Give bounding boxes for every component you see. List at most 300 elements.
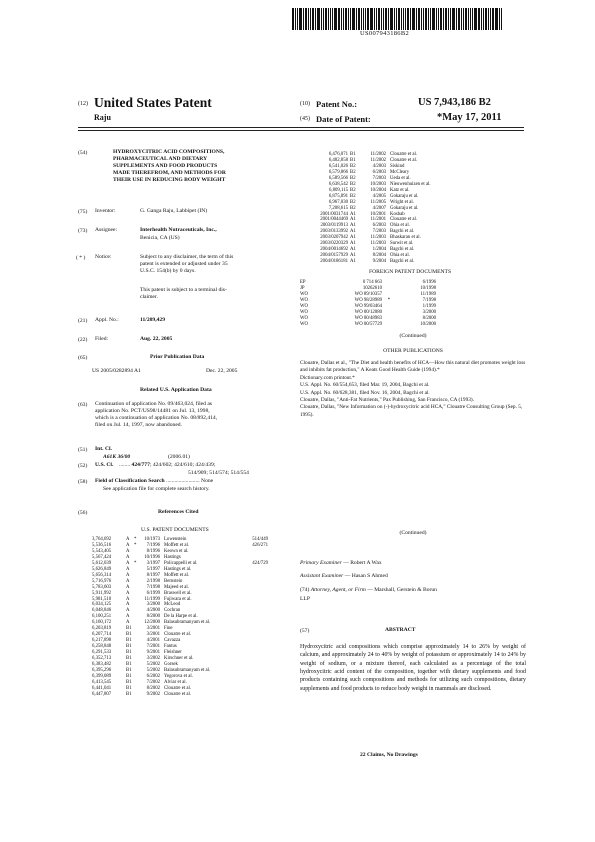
ref-date: 6/2003 [372,223,386,229]
ref-inventor: Majeed et al. [164,584,189,590]
barcode-bar [390,8,393,30]
ref-date: 9/2001 [146,650,160,656]
ref-date: 10/2003 [370,181,386,187]
foreign-country: WO [300,297,308,303]
ref-number: 6,395,296 [92,667,112,673]
barcode-bar [405,8,406,30]
ref-kind: A [126,548,130,554]
ref-inventor: Kosbab [390,211,405,217]
notice-line: patent is extended or adjusted under 35 [140,261,228,268]
notice-code: ( * ) [76,255,86,261]
barcode-bar [356,8,357,30]
ref-inventor: Bagchi et al. [390,229,415,235]
ref-kind: A [126,590,130,596]
ref-inventor: Gokaraju et al. [390,193,419,199]
barcode-bar [501,8,502,30]
inventor-code: (75) [78,209,88,215]
ref-inventor: Fujiwara et al. [164,596,192,602]
barcode-bar [361,8,362,30]
ref-date: 3/2000 [146,602,160,608]
ref-number: 5,612,039 [92,560,112,566]
field-label: Field of Classification Search [95,478,165,484]
ref-kind: A1 [350,247,356,253]
continuation-line: Continuation of application No. 09/463,024, filed as [95,401,212,407]
ref-date: 8/2002 [146,685,160,691]
appl-code: (21) [78,318,88,324]
barcode-bar [352,8,355,30]
barcode-bar [378,8,380,30]
ref-date: 3/2001 [146,626,160,632]
ref-date: 8/1996 [146,548,160,554]
foreign-date: 10/1998 [420,285,436,291]
inventor-name: G. Ganga Raju, Labbipet (IN) [140,208,208,214]
barcode-bar [483,8,484,30]
barcode-bar [458,8,460,30]
prior-title: Prior Publication Data [150,354,205,360]
ref-number: 6,875,891 [328,193,348,199]
ref-date: 7/2001 [146,644,160,650]
foreign-country: WO [300,291,308,297]
ref-date: 11/2001 [370,217,386,223]
barcode-bar [308,8,309,30]
ref-number: 6,809,115 [328,187,348,193]
ref-date: 1/2004 [372,247,386,253]
barcode-bar [403,8,404,30]
related-title: Related U.S. Application Data [140,387,212,393]
us-patent-ref-row [92,692,268,698]
barcode-bar [410,8,411,30]
ref-kind: B2 [350,187,356,193]
ref-number: 6,048,846 [92,608,112,614]
barcode-bar [374,8,375,30]
ref-number: 5,981,510 [92,596,112,602]
ref-class: 424/729 [252,560,268,566]
ref-kind: B1 [126,691,132,697]
invention-title [113,149,226,184]
ref-inventor: Gorsek [164,662,178,668]
ref-inventor: Ueda et al. [390,175,411,181]
ref-kind: A [126,572,130,578]
ref-kind: A [126,566,130,572]
ref-kind: A [126,542,130,548]
notice-line: U.S.C. 154(b) by 0 days. [140,268,196,275]
ref-date: 11/2003 [370,235,386,241]
foreign-date: 6/1996 [422,280,436,285]
barcode-bar [303,8,304,30]
ref-inventor: Bagchi et al. [390,259,415,265]
publication-entry: U.S. Appl. No. 60/628,381, filed Nov. 16, 2004, Bagchi et al. [300,389,430,396]
barcode-bar [343,8,344,30]
abstract-text: Hydroxycitric acid compositions which comprise approximately 14 to 26% by weight of calcium, and approximately 24 to 40% by weight of potassium or approximately 14 to 24% by weight of sodium, or a mixture thereof, each calculated as a percentage of the total hydroxycitric acid content of the composition, together with dietary supplements and food products containing such compositions and methods for utilizing such compositions, dietary supplements and food products to reduce body weight in mammals are disclosed. [300,644,526,692]
barcode-bar [348,8,349,30]
barcode-bar [358,8,360,30]
ref-inventor: McLeod [164,602,181,608]
ref-cited-flag: * [134,537,137,542]
ref-kind: A [126,537,130,542]
ref-kind: B1 [126,644,132,650]
barcode-bar [452,8,455,30]
barcode-bar [423,8,424,30]
ref-kind: A [126,602,130,608]
ref-inventor: Clouatre et al. [390,157,418,163]
terminal-line: This patent is subject to a terminal dis- [140,287,227,293]
barcode-bar [388,8,389,30]
ref-date: 12/2000 [144,620,160,626]
patent-no-label: Patent No.: [316,99,358,109]
uscl-line [95,462,215,469]
ref-inventor: Kirschner et al. [164,656,194,662]
barcode-bar [474,8,477,30]
ref-date: 9/2004 [372,259,386,265]
barcode-bar [472,8,473,30]
ref-kind: A [126,620,130,626]
barcode-bar [297,8,298,30]
barcode-bar [365,8,366,30]
claims-footer: 22 Claims, No Drawings [360,752,418,758]
field-code: (58) [78,479,88,485]
ref-kind: A [126,614,130,620]
ref-kind: A1 [350,235,356,241]
terminal-disclaimer [140,287,227,301]
ref-date: 4/2000 [146,608,160,614]
ref-inventor: Ohia et al. [390,223,410,229]
ref-inventor: Siskind [390,163,405,169]
other-publications [300,360,526,419]
prior-date: Dec. 22, 2005 [206,368,238,374]
ref-number: 2004/0014692 [320,247,348,253]
ref-kind: A [126,608,130,614]
ref-number: 5,716,976 [92,578,112,584]
ref-date: 7/2003 [372,229,386,235]
invention-title-line: SUPPLEMENTS AND FOOD PRODUCTS [113,163,218,170]
ref-inventor: Policappelli et al. [164,560,198,566]
continuation-text [95,401,217,429]
patent-date: *May 17, 2011 [437,112,502,123]
ref-inventor: Bagchi et al. [390,247,415,253]
ref-number: 5,543,405 [92,548,112,554]
ref-inventor: Fine [164,626,173,632]
ref-number: 6,967,030 [328,199,348,205]
ref-number: 5,626,849 [92,566,112,572]
assistant-examiner-label: Assistant Examiner [300,573,344,579]
barcode-bar [425,8,427,30]
us-patent-docs-right [300,152,476,265]
doc-type-code: (12) [78,101,88,107]
intcl-year: (2006.01) [168,454,190,460]
inventor-label: Inventor: [95,208,116,214]
ref-inventor: Bernstein [164,578,183,584]
ref-number: 6,160,172 [92,620,112,626]
barcode-bar [398,8,400,30]
barcode-bar [499,8,500,30]
publication-entry: Clouatre, Dallas et al., "The Diet and health benefits of HCA—How this natural diet promotes weight loss and inhibits fat production," A Keats Good Health Guide (1994).* [300,360,526,374]
ref-number: 5,783,603 [92,584,112,590]
barcode-bar [310,8,311,30]
ref-date: 10/1996 [144,554,160,560]
barcode-bar [440,8,442,30]
ref-inventor: Alviar et al. [164,679,187,685]
uscl-dots: ........ [118,462,131,468]
attorney-code: (74) [300,587,310,593]
ref-kind: B1 [350,152,356,157]
notice-text [140,254,233,275]
ref-number: 7,208,615 [328,205,348,211]
barcode-bar [367,8,369,30]
continued-foreign: (Continued) [399,333,427,339]
ref-number: 6,258,848 [92,644,112,650]
ref-number: 2001/0044469 [320,217,348,223]
ref-kind: B1 [126,650,132,656]
barcode-bar [456,8,457,30]
barcode-bar [396,8,397,30]
ref-cited-flag: * [134,560,137,566]
ref-number: 6,482,858 [328,157,348,163]
ref-inventor: Katz et al. [390,187,410,193]
ref-date: 6/2002 [146,673,160,679]
primary-examiner [300,560,382,567]
intcl-label: Int. Cl. [95,446,112,452]
barcode-bar [443,8,444,30]
ref-kind: A1 [350,229,356,235]
ref-number: 2003/0207942 [320,235,348,241]
prior-code: (65) [78,355,88,361]
barcode-bar [383,8,384,30]
uscl-code: (52) [78,463,88,469]
continued-other: (Continued) [399,530,427,536]
header-rule-top [78,127,524,128]
ref-kind: A1 [350,259,356,265]
patent-number: US 7,943,186 B2 [418,97,491,108]
ref-date: 7/1996 [146,542,160,548]
ref-kind: B1 [126,638,132,644]
ref-date: 6/1999 [146,590,160,596]
barcode-bar [470,8,471,30]
continuation-line: which is a continuation of application No. 08/892,414, [95,415,218,422]
ref-date: 3/2001 [146,632,160,638]
barcode-bar [436,8,437,30]
ref-inventor: Balasubramanyam et al. [164,620,211,626]
us-patent-ref-row [300,259,476,265]
ref-number: 3,764,692 [92,537,112,542]
ref-number: 5,567,424 [92,554,112,560]
barcode-bar [370,8,373,30]
barcode-bar [438,8,439,30]
foreign-cited-flag: * [387,297,391,303]
foreign-cited-flag [382,322,396,328]
ref-number: 6,383,482 [92,662,112,668]
barcode-image [292,6,510,30]
ref-kind: B1 [126,679,132,685]
foreign-number: WO 99/03464 [354,303,382,309]
ref-inventor: Yegorova et al. [164,673,193,679]
ref-inventor: Balasubramanyam et al. [164,667,211,673]
patent-no-code: (10) [300,101,310,107]
ref-kind: B2 [350,181,356,187]
attorney-name-2: LLP [300,596,310,602]
publication-entry: Clouatre, Dallas, "New Information on (-)-hydroxycitric acid HCA," Clouatre Consulting Group (Sep. 5, 1995). [300,404,523,418]
barcode-bar [317,8,320,30]
assignee-city: Benicia, CA (US) [140,235,180,241]
publication-entry: Dictionary.com printout.* [300,374,355,381]
barcode-bar [445,8,447,30]
barcode-bar [492,8,494,30]
assistant-examiner [300,573,388,580]
uscl-label: U.S. Cl. [95,462,114,468]
ref-number: 2003/0220329 [320,241,348,247]
assignee-label: Assignee: [95,227,118,233]
foreign-number: WO 98/28989 [354,297,382,303]
ref-kind: B1 [126,626,132,632]
other-pubs-title: OTHER PUBLICATIONS [383,348,443,354]
ref-inventor: Hastings [164,554,181,560]
ref-inventor: Keown et al. [164,548,189,554]
foreign-country: WO [300,303,308,309]
field-value: None [201,478,214,484]
foreign-date: 1/1999 [422,303,436,309]
barcode-bar [495,8,498,30]
barcode-bar [488,8,489,30]
barcode-bar [490,8,491,30]
prior-pub: US 2005/0282894 A1 [92,368,141,374]
ref-kind: B2 [350,205,356,211]
ref-kind: A [126,584,130,590]
foreign-patent-docs [300,280,436,328]
foreign-number: WO 00/57729 [354,321,382,327]
ref-date: 8/2004 [372,253,386,259]
barcode-bar [468,8,469,30]
foreign-date: 11/1989 [420,291,436,297]
barcode-bar [376,8,377,30]
ref-inventor: Braswell et al. [164,590,192,596]
barcode-bar [328,8,329,30]
ref-kind: B1 [126,632,132,638]
header-rule-bottom [78,130,524,131]
invention-title-line: PHARMACEUTICAL AND DIETARY [113,156,208,163]
ref-inventor: De la Harpe et al. [164,614,198,620]
ref-kind: A1 [350,211,356,217]
barcode-bar [350,8,351,30]
intcl-code: (51) [78,447,88,453]
barcode-bar [481,8,482,30]
ref-inventor: Surwit et al. [390,241,414,247]
ref-date: 8/1997 [146,572,160,578]
ref-kind: B1 [126,662,132,668]
barcode-bar [430,8,431,30]
notice-line: Subject to any disclaimer, the term of this [140,254,234,260]
barcode-bar [478,8,480,30]
ref-number: 6,541,026 [328,163,348,169]
ref-kind: A [126,554,130,560]
barcode-bar [428,8,429,30]
ref-date: 11/2003 [370,241,386,247]
foreign-number: 10262610 [362,285,382,291]
foreign-number: 0 714 663 [362,280,382,285]
barcode-bar [407,8,409,30]
refs-code: (56) [78,510,88,516]
foreign-country: JP [300,285,305,291]
ref-inventor: Lowenstein [164,537,187,542]
barcode-bar [461,8,462,30]
barcode-bar [312,8,314,30]
ref-number: 6,638,542 [328,181,348,187]
ref-number: 2004/0157929 [320,253,348,259]
publication-entry: Clouatre, Dallas, "Anti-Fat Nutrients," Pax Publishing, San Francisco, CA (1993). [300,397,474,404]
date-label: Date of Patent: [316,114,371,124]
barcode-bar [401,8,402,30]
refs-title: References Cited [158,509,199,515]
ref-number: 2001/0031744 [320,211,348,217]
ref-number: 2003/0133992 [320,229,348,235]
barcode-bar [321,8,322,30]
foreign-country: WO [300,321,308,327]
filed-label: Filed: [95,336,109,342]
foreign-number: WO 00/12080 [354,309,382,315]
barcode-bar [292,8,294,30]
ref-inventor: Moffett et al. [164,542,190,548]
foreign-date: 7/1998 [422,297,436,303]
ref-kind: A1 [350,241,356,247]
ref-inventor: Cochran [164,608,181,614]
ref-inventor: Clouatre et al. [390,217,418,223]
ref-kind: B2 [350,163,356,169]
ref-number: 6,447,807 [92,691,112,697]
ref-date: 10/2004 [370,187,386,193]
date-code: (45) [300,116,310,122]
barcode-bar [338,8,340,30]
ref-number: 6,207,714 [92,632,112,638]
invention-title-line: HYDROXYCITRIC ACID COMPOSITIONS, [113,149,225,155]
ref-kind: B1 [126,673,132,679]
barcode-bar [416,8,417,30]
doc-type-title: United States Patent [94,95,212,110]
foreign-country: WO [300,309,308,315]
assistant-examiner-name: — Hasan S Ahmed [344,573,388,579]
ref-inventor: Clouatre et al. [164,685,192,691]
ref-number: 5,656,314 [92,572,112,578]
foreign-date: 10/2000 [420,321,436,327]
ref-number: 6,291,533 [92,650,112,656]
appl-number: 11/209,429 [140,317,166,323]
ref-class [243,692,268,698]
abstract-code: (57) [300,628,310,634]
barcode-bar [325,8,327,30]
foreign-docs-title: FOREIGN PATENT DOCUMENTS [369,269,452,275]
attorney-label: Attorney, Agent, or Firm [310,587,366,593]
barcode-bar [341,8,342,30]
barcode-bar [334,8,337,30]
ref-kind: A [126,596,130,602]
continuation-line: application No. PCT/US98/14481 on Jul. 13, 1998, [95,408,210,415]
barcode-bar [394,8,395,30]
ref-number: 5,911,992 [92,590,112,596]
ref-inventor: Wright et al. [390,199,414,205]
foreign-date: 3/2000 [422,309,436,315]
ref-date: 10/2001 [370,211,386,217]
ref-number: 6,034,125 [92,602,112,608]
barcode-bar [463,8,464,30]
barcode-bar [330,8,331,30]
primary-examiner-label: Primary Examiner [300,560,342,566]
terminal-line: claimer. [140,294,158,301]
field-dots: ........................ [166,478,200,484]
ref-kind: B2 [350,199,356,205]
barcode-bar [323,8,324,30]
uscl-rest-2: 514/909; 514/574; 514/554 [188,470,249,476]
assignee-name: Interhealth Nutraceuticals, Inc., [140,227,217,233]
ref-date: 11/2002 [370,152,386,157]
title-code: (54) [78,150,88,156]
ref-date: 7/2003 [372,175,386,181]
